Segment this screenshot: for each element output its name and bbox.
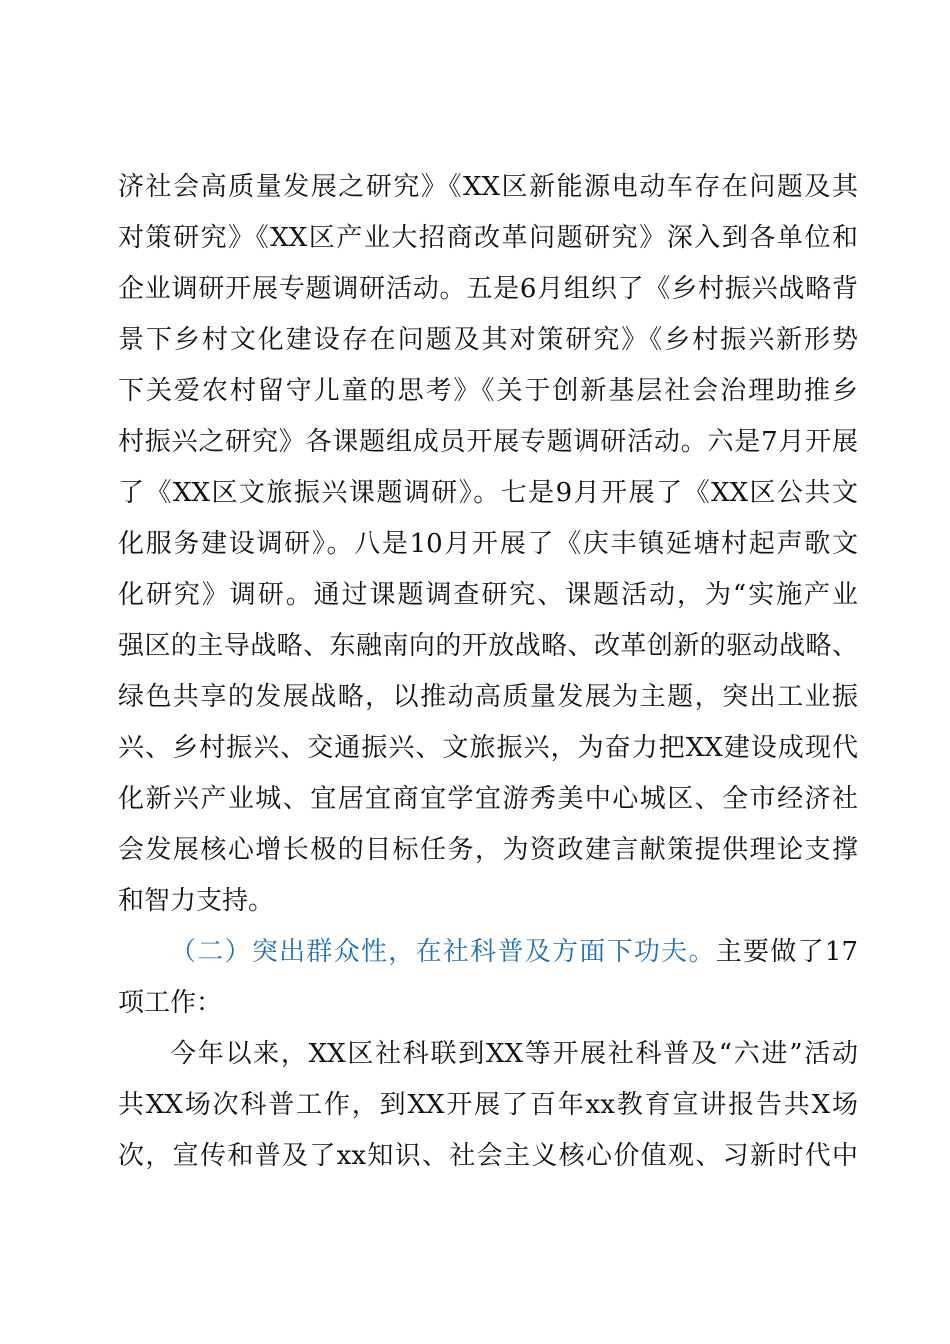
- body-line: 企业调研开展专题调研活动。五是6月组织了《乡村振兴战略背: [118, 274, 858, 304]
- body-line: 村振兴之研究》各课题组成员开展专题调研活动。六是7月开展: [118, 427, 858, 457]
- body-line: 强区的主导战略、东融南向的开放战略、改革创新的驱动战略、: [118, 631, 858, 661]
- body-line: 共XX场次科普工作，到XX开展了百年xx教育宣讲报告共X场: [118, 1090, 858, 1120]
- body-line: 今年以来，XX区社科联到XX等开展社科普及“六进”活动: [170, 1039, 858, 1069]
- body-line: 会发展核心增长极的目标任务，为资政建言献策提供理论支撑: [118, 835, 858, 865]
- body-line: 景下乡村文化建设存在问题及其对策研究》《乡村振兴新形势: [118, 325, 858, 355]
- section-heading-line-2: 项工作：: [118, 988, 223, 1018]
- body-line: 化新兴产业城、宜居宜商宜学宜游秀美中心城区、全市经济社: [118, 784, 858, 814]
- section-heading-rest: 主要做了17: [715, 937, 858, 967]
- body-line: 对策研究》《XX区产业大招商改革问题研究》深入到各单位和: [118, 223, 858, 253]
- body-line: 化服务建设调研》。八是10月开展了《庆丰镇延塘村起声歌文: [118, 529, 858, 559]
- body-line: 兴、乡村振兴、交通振兴、文旅振兴，为奋力把XX建设成现代: [118, 733, 858, 763]
- body-line: 了《XX区文旅振兴课题调研》。七是9月开展了《XX区公共文: [118, 478, 858, 508]
- section-heading-line: [118, 927, 858, 978]
- body-line: 绿色共享的发展战略，以推动高质量发展为主题，突出工业振: [118, 682, 858, 712]
- body-line: 次，宣传和普及了xx知识、社会主义核心价值观、习新时代中: [118, 1141, 858, 1171]
- section-heading: （二）突出群众性，在社科普及方面下功夫。: [170, 937, 716, 967]
- body-line: 济社会高质量发展之研究》《XX区新能源电动车存在问题及其: [118, 172, 858, 202]
- document-body: [118, 162, 858, 1182]
- body-line: 下关爱农村留守儿童的思考》《关于创新基层社会治理助推乡: [118, 376, 858, 406]
- body-line: 和智力支持。: [118, 886, 275, 916]
- body-line: 化研究》调研。通过课题调查研究、课题活动，为“实施产业: [118, 580, 858, 610]
